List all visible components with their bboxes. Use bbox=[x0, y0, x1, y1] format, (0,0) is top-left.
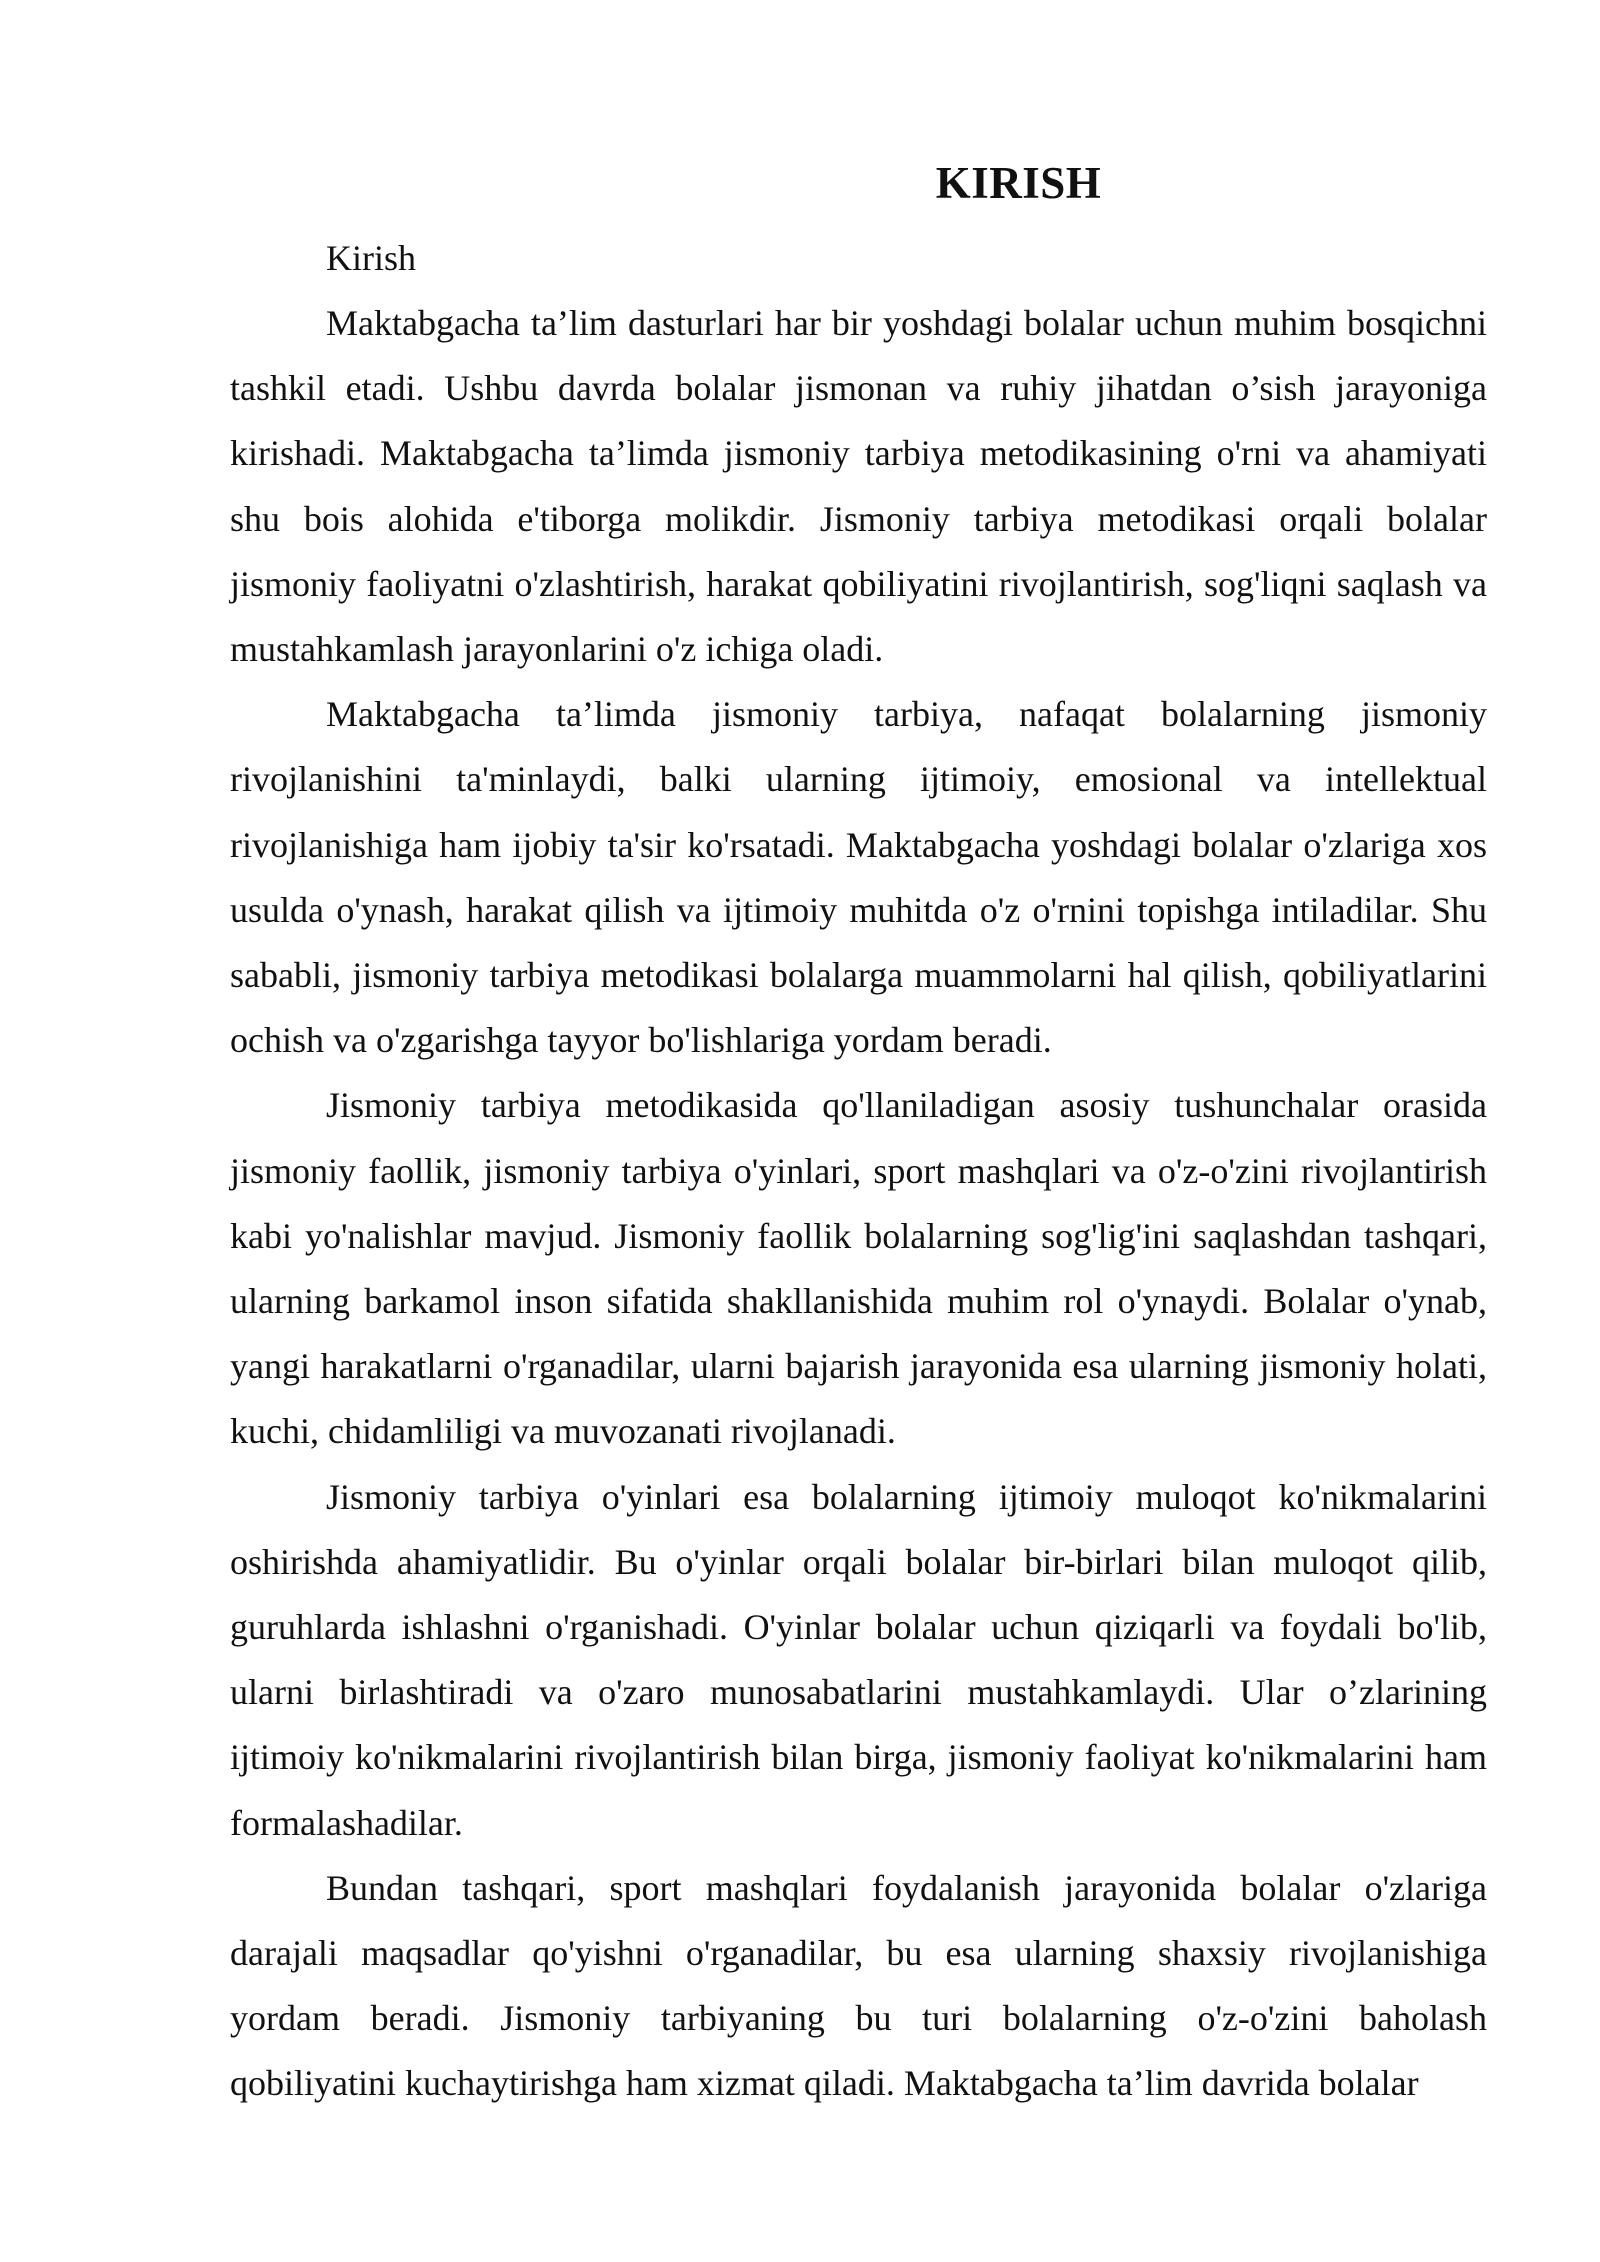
page-title: KIRISH bbox=[935, 158, 1102, 208]
paragraph-2: Maktabgacha ta’limda jismoniy tarbiya, nafaqat bolalarning jismoniy rivojlanishini ta'minlaydi, balki ularning ijtimoiy, emosional va intellektual rivojlanishiga ham ijobiy ta'sir ko'rsatadi. Maktabgacha yoshdagi bolalar o'zlariga xos usulda o'ynash, harakat qilish va ijtimoiy muhitda o'z o'rnini topishga intiladilar. Shu sababli, jismoniy tarbiya metodikasi bolalarga muammolarni hal qilish, qobiliyatlarini ochish va o'zgarishga tayyor bo'lishlariga yordam beradi. bbox=[230, 694, 1487, 1061]
document-body bbox=[230, 150, 1487, 2117]
paragraph-3: Jismoniy tarbiya metodikasida qo'llaniladigan asosiy tushunchalar orasida jismoniy faollik, jismoniy tarbiya o'yinlari, sport mashqlari va o'z-o'zini rivojlantirish kabi yo'nalishlar mavjud. Jismoniy faollik bolalarning sog'lig'ini saqlashdan tashqari, ularning barkamol inson sifatida shakllanishida muhim rol o'ynaydi. Bolalar o'ynab, yangi harakatlarni o'rganadilar, ularni bajarish jarayonida esa ularning jismoniy holati, kuchi, chidamliligi va muvozanati rivojlanadi. bbox=[230, 1085, 1487, 1452]
paragraph-1: Maktabgacha ta’lim dasturlari har bir yoshdagi bolalar uchun muhim bosqichni tashkil etadi. Ushbu davrda bolalar jismonan va ruhiy jihatdan o’sish jarayoniga kirishadi. Maktabgacha ta’limda jismoniy tarbiya metodikasining o'rni va ahamiyati shu bois alohida e'tiborga molikdir. Jismoniy tarbiya metodikasi orqali bolalar jismoniy faoliyatni o'zlashtirish, harakat qobiliyatini rivojlantirish, sog'liqni saqlash va mustahkamlash jarayonlarini o'z ichiga oladi. bbox=[230, 303, 1487, 670]
paragraph-4: Jismoniy tarbiya o'yinlari esa bolalarning ijtimoiy muloqot ko'nikmalarini oshirishda ahamiyatlidir. Bu o'yinlar orqali bolalar bir-birlari bilan muloqot qilib, guruhlarda ishlashni o'rganishadi. O'yinlar bolalar uchun qiziqarli va foydali bo'lib, ularni birlashtiradi va o'zaro munosabatlarini mustahkamlaydi. Ular o’zlarining ijtimoiy ko'nikmalarini rivojlantirish bilan birga, jismoniy faoliyat ko'nikmalarini ham formalashadilar. bbox=[230, 1476, 1487, 1843]
section-subheading: Kirish bbox=[326, 238, 416, 278]
paragraph-5: Bundan tashqari, sport mashqlari foydalanish jarayonida bolalar o'zlariga darajali maqsadlar qo'yishni o'rganadilar, bu esa ularning shaxsiy rivojlanishiga yordam beradi. Jismoniy tarbiyaning bu turi bolalarning o'z-o'zini baholash qobiliyatini kuchaytirishga ham xizmat qiladi. Maktabgacha ta’lim davrida bolalar bbox=[230, 1867, 1487, 2104]
